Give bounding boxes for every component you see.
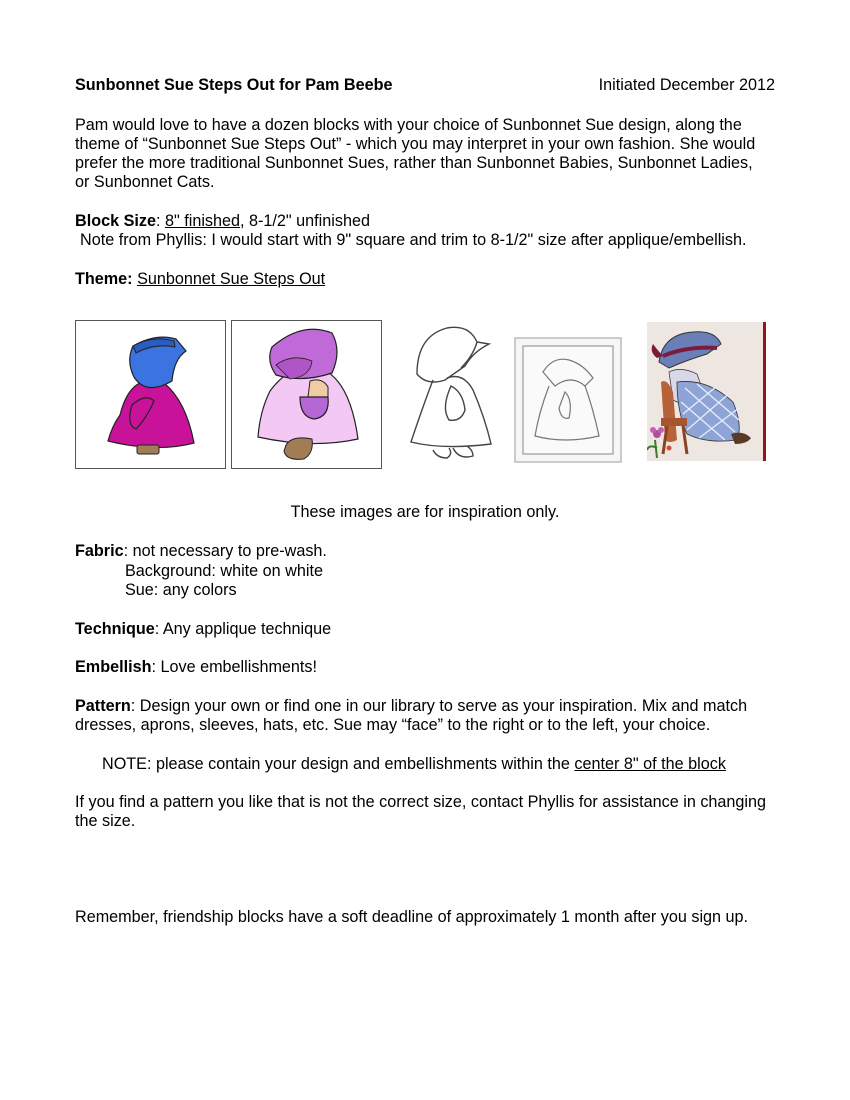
block-size-unfinished: , 8-1/2" unfinished	[240, 212, 370, 230]
theme-value: Sunbonnet Sue Steps Out	[137, 270, 326, 288]
phyllis-note: Note from Phyllis: I would start with 9" square and trim to 8-1/2" size after applique/embellish.	[80, 231, 747, 249]
fabric-text: : not necessary to pre-wash.	[123, 542, 327, 560]
images-caption: These images are for inspiration only.	[290, 503, 560, 521]
block-size-finished: 8" finished	[164, 212, 241, 230]
intro-line-2: theme of “Sunbonnet Sue Steps Out” - which you may interpret in your own fashion. She would	[75, 135, 756, 153]
intro-line-4: or Sunbonnet Cats.	[75, 173, 215, 191]
sue-image-photo-applique	[647, 322, 766, 461]
fabric-background: Background: white on white	[125, 562, 323, 580]
embellish-text: : Love embellishments!	[151, 658, 318, 676]
technique-line	[75, 620, 331, 639]
intro-line-1: Pam would love to have a dozen blocks with your choice of Sunbonnet Sue design, along the	[75, 116, 742, 134]
sue-image-blue	[75, 320, 226, 469]
help-line-2: the size.	[75, 812, 136, 830]
intro-line-3: prefer the more traditional Sunbonnet Sues, rather than Sunbonnet Babies, Sunbonnet Ladies,	[75, 154, 753, 172]
fabric-line	[75, 542, 327, 561]
block-size-line: Block Size: 8" finished, 8-1/2" unfinished	[75, 212, 370, 230]
initiated-date: Initiated December 2012	[598, 76, 775, 94]
note-text: NOTE: please contain your design and embellishments within the	[102, 755, 575, 773]
sue-image-outline	[403, 322, 495, 464]
help-line-1: If you find a pattern you like that is not the correct size, contact Phyllis for assistance in changing	[75, 793, 767, 811]
note-line	[102, 755, 726, 774]
reminder-line: Remember, friendship blocks have a soft deadline of approximately 1 month after you sign up.	[75, 908, 749, 926]
technique-text: : Any applique technique	[154, 620, 332, 638]
note-link-text: center 8" of the block	[574, 755, 726, 773]
pattern-line-1	[75, 697, 747, 716]
pattern-text-1: : Design your own or find one in our library to serve as your inspiration. Mix and match	[130, 697, 748, 715]
pattern-label: Pattern	[75, 697, 131, 715]
theme-label: Theme:	[75, 270, 133, 288]
technique-label: Technique	[75, 620, 155, 638]
sue-image-purple	[231, 320, 382, 469]
sue-image-quilt-sketch	[509, 320, 627, 480]
embellish-line	[75, 658, 317, 677]
theme-line	[75, 270, 325, 289]
pattern-line-2: dresses, aprons, sleeves, hats, etc. Sue may “face” to the right or to the left, your choice.	[75, 716, 711, 734]
fabric-label: Fabric	[75, 542, 124, 560]
block-size-label: Block Size	[75, 212, 156, 230]
document-title: Sunbonnet Sue Steps Out for Pam Beebe	[75, 76, 393, 94]
fabric-sue: Sue: any colors	[125, 581, 237, 599]
embellish-label: Embellish	[75, 658, 152, 676]
